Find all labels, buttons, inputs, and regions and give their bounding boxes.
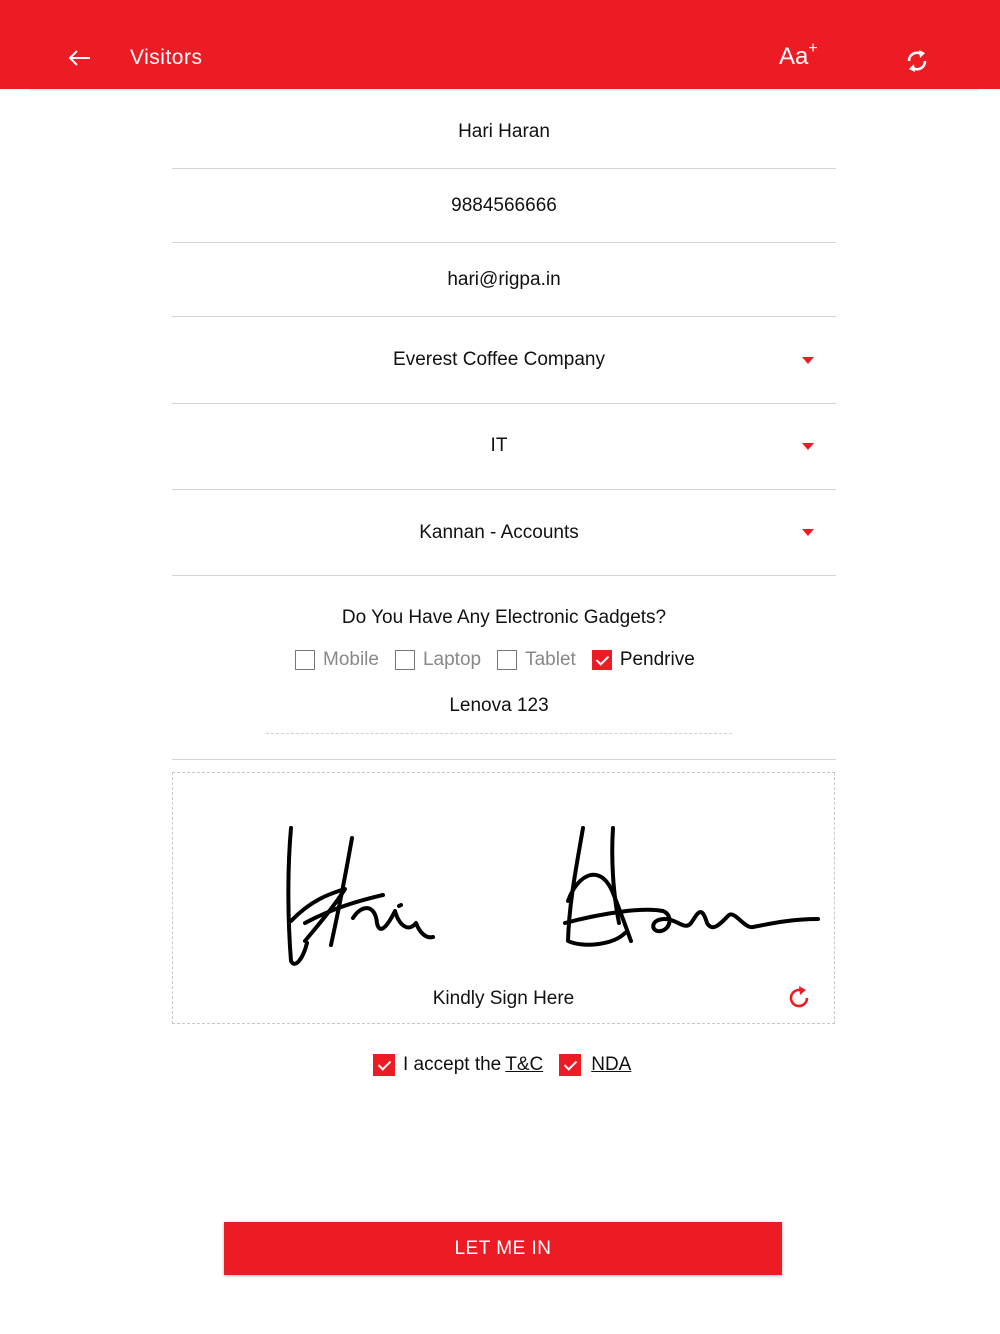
- company-value: Everest Coffee Company: [393, 349, 605, 370]
- checkbox[interactable]: [497, 650, 517, 670]
- phone-field[interactable]: [172, 169, 836, 243]
- sync-icon[interactable]: [900, 44, 934, 78]
- company-select[interactable]: [172, 317, 836, 404]
- back-arrow-icon[interactable]: [62, 40, 98, 76]
- gadget-label: Pendrive: [619, 649, 695, 670]
- page-title: Visitors: [130, 46, 203, 69]
- gadget-label: Laptop: [422, 649, 482, 670]
- chevron-down-icon: [802, 529, 814, 536]
- font-size-label: Aa: [779, 43, 809, 70]
- gadget-option-mobile[interactable]: [295, 649, 379, 671]
- checkbox-checked[interactable]: [592, 650, 612, 670]
- department-select[interactable]: [172, 404, 836, 490]
- let-me-in-button[interactable]: LET ME IN: [224, 1222, 782, 1275]
- signature-drawing: [173, 773, 833, 973]
- app-bar: [0, 0, 1000, 89]
- font-size-plus: +: [808, 40, 818, 57]
- host-select[interactable]: [172, 490, 836, 576]
- gadget-detail-input[interactable]: [266, 695, 732, 734]
- gadget-label: Mobile: [323, 649, 379, 670]
- department-value: IT: [490, 435, 508, 456]
- tc-checkbox[interactable]: [373, 1054, 395, 1076]
- name-value: Hari Haran: [458, 121, 550, 142]
- gadget-checkbox-group: [295, 647, 711, 673]
- host-value: Kannan - Accounts: [419, 522, 579, 543]
- email-value: hari@rigpa.in: [447, 269, 561, 290]
- agreement-row: [373, 1053, 631, 1077]
- appbar-divider: [30, 89, 978, 91]
- nda-option[interactable]: [559, 1054, 631, 1076]
- gadget-option-tablet[interactable]: [497, 649, 576, 671]
- checkbox[interactable]: [395, 650, 415, 670]
- signature-pad[interactable]: [172, 772, 835, 1024]
- font-size-button[interactable]: [779, 42, 818, 71]
- nda-checkbox[interactable]: [559, 1054, 581, 1076]
- gadget-label: Tablet: [525, 649, 576, 670]
- signature-hint: Kindly Sign Here: [432, 988, 575, 1009]
- email-field[interactable]: [172, 243, 836, 317]
- chevron-down-icon: [802, 357, 814, 364]
- gadgets-question: Do You Have Any Electronic Gadgets?: [341, 607, 667, 628]
- gadget-option-pendrive[interactable]: [592, 649, 695, 671]
- gadget-detail-value: Lenova 123: [449, 695, 549, 716]
- section-divider: [172, 759, 836, 760]
- refresh-icon[interactable]: [785, 983, 815, 1013]
- accept-text: I accept the: [403, 1054, 502, 1075]
- nda-link[interactable]: NDA: [591, 1054, 632, 1075]
- phone-value: 9884566666: [451, 195, 557, 216]
- tc-link[interactable]: T&C: [505, 1054, 544, 1075]
- name-field[interactable]: [172, 95, 836, 169]
- checkbox[interactable]: [295, 650, 315, 670]
- gadget-option-laptop[interactable]: [395, 649, 481, 671]
- chevron-down-icon: [802, 443, 814, 450]
